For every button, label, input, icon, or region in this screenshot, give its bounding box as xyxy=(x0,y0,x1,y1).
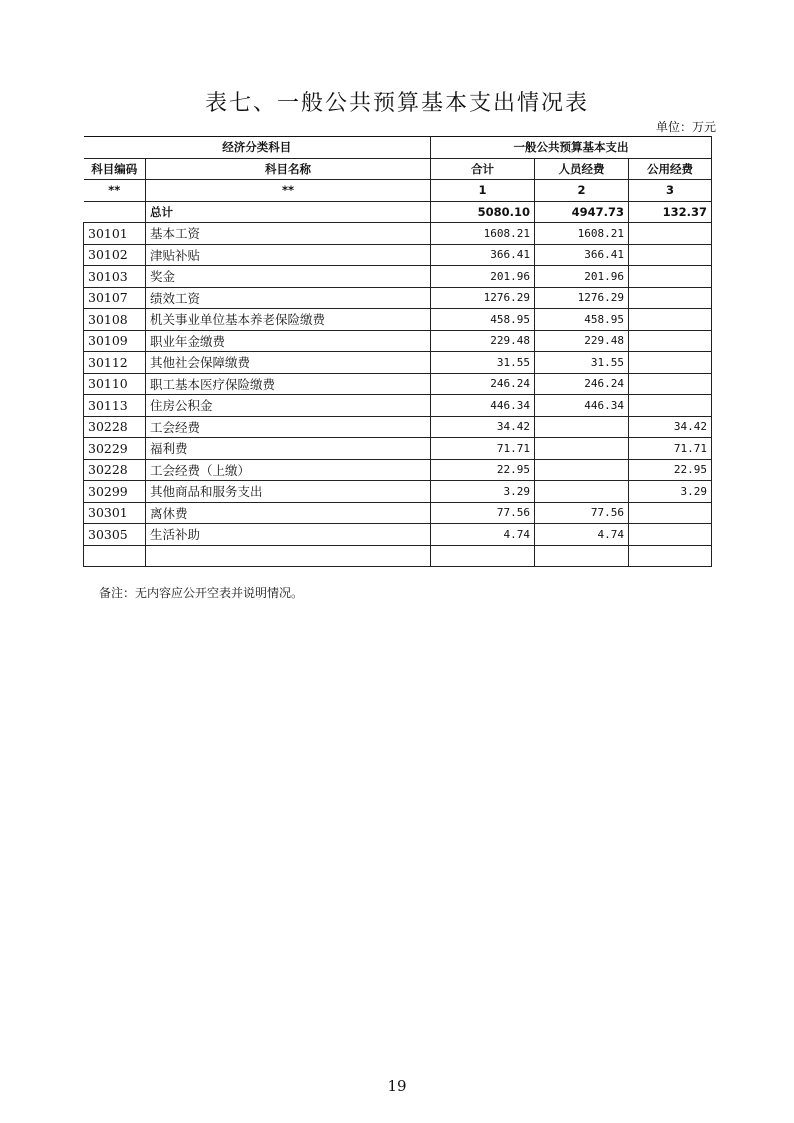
header-basic-expenditure: 一般公共预算基本支出 xyxy=(431,137,712,159)
row-personnel xyxy=(535,481,629,503)
row-total: 31.55 xyxy=(431,352,535,374)
row-personnel xyxy=(535,416,629,438)
row-total xyxy=(431,545,535,567)
row-personnel: 77.56 xyxy=(535,502,629,524)
row-name: 奖金 xyxy=(146,266,431,288)
row-public: 34.42 xyxy=(629,416,712,438)
header-index-row xyxy=(84,180,712,202)
row-total: 366.41 xyxy=(431,244,535,266)
total-code xyxy=(84,201,146,223)
row-name: 工会经费 xyxy=(146,416,431,438)
index-code: ** xyxy=(84,180,146,202)
row-name: 机关事业单位基本养老保险缴费 xyxy=(146,309,431,331)
row-name: 职业年金缴费 xyxy=(146,330,431,352)
row-name: 其他社会保障缴费 xyxy=(146,352,431,374)
table-row xyxy=(84,481,712,503)
row-personnel: 246.24 xyxy=(535,373,629,395)
row-code: 30109 xyxy=(84,330,146,352)
row-public xyxy=(629,502,712,524)
budget-table xyxy=(83,136,712,567)
header-group-row xyxy=(84,137,712,159)
table-row xyxy=(84,287,712,309)
row-name: 福利费 xyxy=(146,438,431,460)
total-public: 132.37 xyxy=(629,201,712,223)
row-personnel: 31.55 xyxy=(535,352,629,374)
row-public xyxy=(629,373,712,395)
row-total: 22.95 xyxy=(431,459,535,481)
row-personnel: 366.41 xyxy=(535,244,629,266)
total-row xyxy=(84,201,712,223)
table-row xyxy=(84,373,712,395)
row-total: 71.71 xyxy=(431,438,535,460)
index-total: 1 xyxy=(431,180,535,202)
row-name: 绩效工资 xyxy=(146,287,431,309)
table-row xyxy=(84,244,712,266)
row-code: 30101 xyxy=(84,223,146,245)
row-public xyxy=(629,545,712,567)
unit-label: 单位：万元 xyxy=(655,120,716,134)
row-name: 职工基本医疗保险缴费 xyxy=(146,373,431,395)
row-code: 30110 xyxy=(84,373,146,395)
table-row xyxy=(84,352,712,374)
header-total: 合计 xyxy=(431,158,535,180)
table-row xyxy=(84,524,712,546)
row-public xyxy=(629,352,712,374)
row-total: 246.24 xyxy=(431,373,535,395)
row-public xyxy=(629,266,712,288)
row-public: 22.95 xyxy=(629,459,712,481)
table-row xyxy=(84,545,712,567)
row-name: 离休费 xyxy=(146,502,431,524)
row-code: 30301 xyxy=(84,502,146,524)
header-public: 公用经费 xyxy=(629,158,712,180)
row-personnel xyxy=(535,459,629,481)
row-code: 30228 xyxy=(84,416,146,438)
total-personnel: 4947.73 xyxy=(535,201,629,223)
row-public xyxy=(629,309,712,331)
row-code: 30229 xyxy=(84,438,146,460)
row-personnel: 229.48 xyxy=(535,330,629,352)
total-total: 5080.10 xyxy=(431,201,535,223)
table-row xyxy=(84,223,712,245)
row-total: 3.29 xyxy=(431,481,535,503)
row-public: 3.29 xyxy=(629,481,712,503)
table-row xyxy=(84,330,712,352)
table-row xyxy=(84,309,712,331)
page-title: 表七、一般公共预算基本支出情况表 xyxy=(204,91,589,116)
row-total: 446.34 xyxy=(431,395,535,417)
row-name: 其他商品和服务支出 xyxy=(146,481,431,503)
row-code: 30102 xyxy=(84,244,146,266)
row-personnel: 458.95 xyxy=(535,309,629,331)
row-personnel: 446.34 xyxy=(535,395,629,417)
row-public xyxy=(629,524,712,546)
total-name: 总计 xyxy=(146,201,431,223)
row-personnel: 1608.21 xyxy=(535,223,629,245)
row-name: 住房公积金 xyxy=(146,395,431,417)
row-code: 30113 xyxy=(84,395,146,417)
row-personnel: 201.96 xyxy=(535,266,629,288)
table-row xyxy=(84,395,712,417)
index-personnel: 2 xyxy=(535,180,629,202)
row-total: 1276.29 xyxy=(431,287,535,309)
row-personnel xyxy=(535,438,629,460)
table-row xyxy=(84,502,712,524)
row-code: 30228 xyxy=(84,459,146,481)
row-total: 4.74 xyxy=(431,524,535,546)
table-row xyxy=(84,459,712,481)
table-row xyxy=(84,266,712,288)
row-total: 201.96 xyxy=(431,266,535,288)
row-public xyxy=(629,244,712,266)
row-name: 基本工资 xyxy=(146,223,431,245)
header-columns-row xyxy=(84,158,712,180)
row-public xyxy=(629,287,712,309)
row-public xyxy=(629,330,712,352)
row-total: 458.95 xyxy=(431,309,535,331)
row-personnel: 1276.29 xyxy=(535,287,629,309)
header-economic-classification: 经济分类科目 xyxy=(84,137,431,159)
row-code: 30107 xyxy=(84,287,146,309)
row-public xyxy=(629,395,712,417)
page-number: 19 xyxy=(387,1077,407,1095)
row-code: 30108 xyxy=(84,309,146,331)
row-code: 30112 xyxy=(84,352,146,374)
row-name: 工会经费（上缴） xyxy=(146,459,431,481)
row-code: 30103 xyxy=(84,266,146,288)
header-code: 科目编码 xyxy=(84,158,146,180)
row-name: 生活补助 xyxy=(146,524,431,546)
row-code: 30305 xyxy=(84,524,146,546)
row-name: 津贴补贴 xyxy=(146,244,431,266)
footnote: 备注：无内容应公开空表并说明情况。 xyxy=(99,586,304,600)
row-total: 229.48 xyxy=(431,330,535,352)
table-row xyxy=(84,416,712,438)
row-public xyxy=(629,223,712,245)
row-personnel: 4.74 xyxy=(535,524,629,546)
row-code xyxy=(84,545,146,567)
index-name: ** xyxy=(146,180,431,202)
row-total: 1608.21 xyxy=(431,223,535,245)
header-personnel: 人员经费 xyxy=(535,158,629,180)
header-name: 科目名称 xyxy=(146,158,431,180)
row-public: 71.71 xyxy=(629,438,712,460)
row-name xyxy=(146,545,431,567)
row-personnel xyxy=(535,545,629,567)
table-row xyxy=(84,438,712,460)
row-total: 77.56 xyxy=(431,502,535,524)
row-total: 34.42 xyxy=(431,416,535,438)
row-code: 30299 xyxy=(84,481,146,503)
index-public: 3 xyxy=(629,180,712,202)
